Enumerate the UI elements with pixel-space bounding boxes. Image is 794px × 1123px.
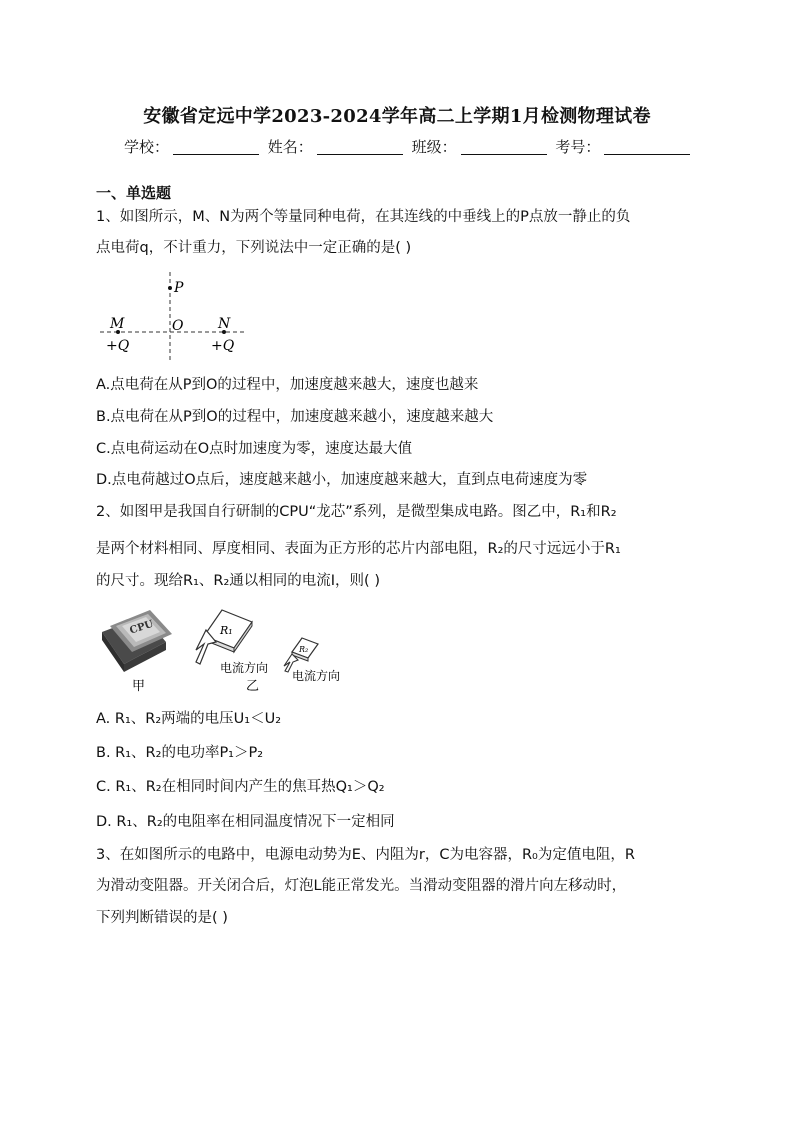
q3-stem-line3: 下列判断错误的是( ) [96, 910, 228, 926]
label-r1: R₁ [220, 624, 233, 637]
section-heading: 一、单选题 [96, 184, 172, 202]
cpu-chip-image [102, 610, 172, 672]
label-n: N [218, 316, 231, 332]
q2-stem-line1: 2、如图甲是我国自行研制的CPU“龙芯”系列，是微型集成电路。图乙中，R₁和R₂ [96, 504, 617, 520]
class-label: 班级： [411, 138, 457, 156]
q1-option-b: B.点电荷在从P到O的过程中，加速度越来越小，速度越来越大 [96, 409, 494, 425]
label-charge-m: +Q [106, 338, 130, 354]
exam-no-blank[interactable] [604, 154, 690, 155]
q2-stem-line2: 是两个材料相同、厚度相同、表面为正方形的芯片内部电阻，R₂的尺寸远远小于R₁ [96, 541, 621, 557]
q1-option-c: C.点电荷运动在O点时加速度为零，速度达最大值 [96, 441, 413, 457]
name-label: 姓名： [267, 138, 313, 156]
point-p [168, 286, 172, 290]
school-blank[interactable] [173, 154, 259, 155]
page-title: 安徽省定远中学2023-2024学年高二上学期1月检测物理试卷 [143, 106, 651, 127]
exam-no-label: 考号： [555, 138, 601, 156]
q2-chip-figure [96, 602, 356, 698]
q1-stem-line1: 1、如图所示，M、N为两个等量同种电荷，在其连线的中垂线上的P点放一静止的负 [96, 209, 631, 225]
label-charge-n: +Q [211, 338, 235, 354]
label-p: P [174, 280, 184, 296]
q2-option-d: D. R₁、R₂的电阻率在相同温度情况下一定相同 [96, 814, 395, 830]
q1-stem-line2: 点电荷q，不计重力，下列说法中一定正确的是( ) [96, 240, 412, 256]
q2-stem-line3: 的尺寸。现给R₁、R₂通以相同的电流I，则( ) [96, 573, 380, 589]
label-m: M [110, 316, 125, 332]
q2-option-b: B. R₁、R₂的电功率P₁＞P₂ [96, 745, 264, 761]
label-jia: 甲 [132, 679, 146, 694]
q1-option-d: D.点电荷越过O点后，速度越来越小，加速度越来越大，直到点电荷速度为零 [96, 472, 588, 488]
resistor-r1 [204, 610, 252, 652]
q3-stem-line2: 为滑动变阻器。开关闭合后，灯泡L能正常发光。当滑动变阻器的滑片向左移动时， [96, 878, 627, 894]
q3-stem-line1: 3、在如图所示的电路中，电源电动势为E、内阻为r，C为电容器，R₀为定值电阻，R [96, 847, 635, 863]
name-blank[interactable] [317, 154, 403, 155]
q2-option-a: A. R₁、R₂两端的电压U₁＜U₂ [96, 711, 282, 727]
label-o: O [172, 318, 184, 334]
label-r2: R₂ [299, 645, 309, 654]
q2-option-c: C. R₁、R₂在相同时间内产生的焦耳热Q₁＞Q₂ [96, 779, 385, 795]
class-blank[interactable] [461, 154, 547, 155]
q1-option-a: A.点电荷在从P到O的过程中，加速度越来越大，速度也越来 [96, 377, 479, 393]
student-info-line [124, 136, 694, 157]
label-current-dir-2: 电流方向 [292, 669, 341, 683]
school-label: 学校： [124, 138, 170, 156]
label-yi: 乙 [246, 679, 260, 694]
cpu-label: CPU [128, 618, 155, 637]
label-current-dir-1: 电流方向 [220, 661, 269, 675]
q1-charge-figure [96, 268, 256, 364]
